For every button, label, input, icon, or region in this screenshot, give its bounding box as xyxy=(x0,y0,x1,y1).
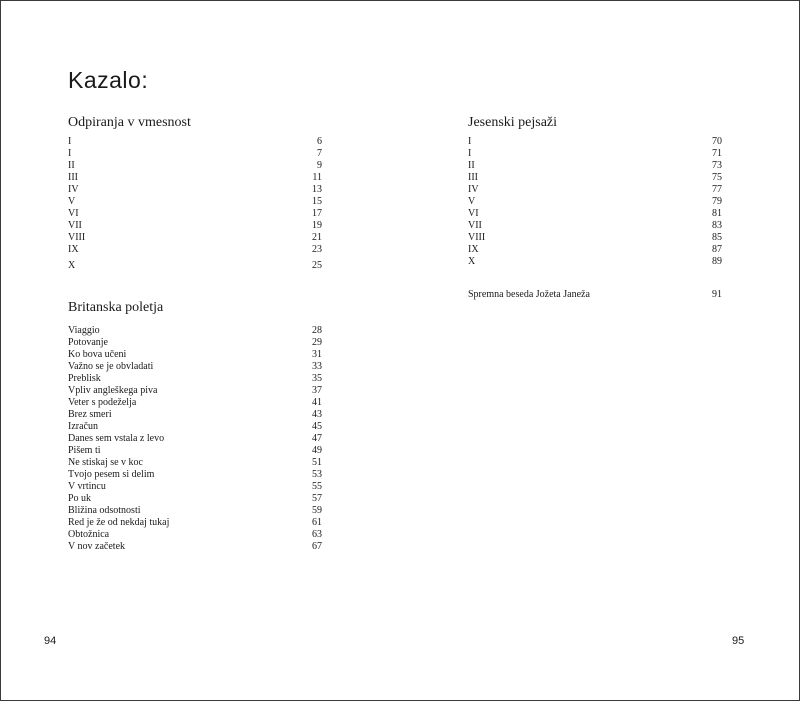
entry-label: Spremna beseda Jožeta Janeža xyxy=(468,289,590,300)
list-item xyxy=(468,148,722,160)
list-item xyxy=(68,260,322,272)
list-item xyxy=(68,421,322,433)
list-item xyxy=(68,505,322,517)
list-item xyxy=(68,361,322,373)
entry-label: I xyxy=(68,148,72,159)
entry-page: 33 xyxy=(312,361,322,372)
entry-label: IX xyxy=(68,244,79,255)
entry-label: Danes sem vstala z levo xyxy=(68,433,165,444)
list-item xyxy=(68,208,322,220)
entry-page: 70 xyxy=(712,136,722,147)
entry-label: VIII xyxy=(68,232,86,243)
entry-label: V xyxy=(468,196,476,207)
left-page-number: 94 xyxy=(44,635,57,647)
list-item xyxy=(68,244,322,256)
entry-page: 47 xyxy=(312,433,322,444)
entry-label: IX xyxy=(468,244,479,255)
section-title: Jesenski pejsaži xyxy=(468,115,558,130)
entry-list xyxy=(468,136,722,268)
list-item xyxy=(68,469,322,481)
list-item xyxy=(68,325,322,337)
list-item xyxy=(468,244,722,256)
entry-label: Preblisk xyxy=(68,373,101,384)
entry-page: 61 xyxy=(312,517,322,528)
entry-page: 49 xyxy=(312,445,322,456)
entry-page: 29 xyxy=(312,337,322,348)
section-title: Odpiranja v vmesnost xyxy=(68,115,191,130)
entry-list xyxy=(68,325,322,553)
entry-label: IV xyxy=(68,184,79,195)
entry-page: 6 xyxy=(317,136,322,147)
entry-page: 11 xyxy=(312,172,322,183)
entry-label: Pišem ti xyxy=(68,445,101,456)
entry-page: 9 xyxy=(317,160,322,171)
entry-label: VI xyxy=(68,208,79,219)
list-item xyxy=(468,256,722,268)
page-title: Kazalo: xyxy=(68,67,149,93)
entry-page: 83 xyxy=(712,220,722,231)
entry-page: 41 xyxy=(312,397,322,408)
entry-list xyxy=(68,136,322,272)
list-item xyxy=(68,481,322,493)
entry-label: Red je že od nekdaj tukaj xyxy=(68,517,170,528)
entry-page: 91 xyxy=(712,289,722,300)
entry-page: 73 xyxy=(712,160,722,171)
entry-page: 19 xyxy=(312,220,322,231)
entry-page: 28 xyxy=(312,325,322,336)
entry-label: I xyxy=(468,148,472,159)
list-item xyxy=(468,220,722,232)
list-item xyxy=(468,232,722,244)
entry-label: Po uk xyxy=(68,493,92,504)
list-item xyxy=(68,541,322,553)
entry-label: VII xyxy=(68,220,82,231)
entry-label: I xyxy=(468,136,472,147)
list-item xyxy=(68,148,322,160)
entry-page: 81 xyxy=(712,208,722,219)
list-item xyxy=(68,409,322,421)
list-item xyxy=(68,433,322,445)
list-item xyxy=(68,493,322,505)
entry-page: 63 xyxy=(312,529,322,540)
list-item xyxy=(468,184,722,196)
entry-label: Viaggio xyxy=(68,325,100,336)
entry-page: 17 xyxy=(312,208,322,219)
entry-label: Potovanje xyxy=(68,337,108,348)
entry-page: 37 xyxy=(312,385,322,396)
entry-label: II xyxy=(68,160,75,171)
list-item xyxy=(68,172,322,184)
entry-page: 85 xyxy=(712,232,722,243)
entry-page: 75 xyxy=(712,172,722,183)
section-spremna xyxy=(468,289,722,301)
entry-page: 59 xyxy=(312,505,322,516)
entry-page: 43 xyxy=(312,409,322,420)
entry-label: X xyxy=(468,256,476,267)
entry-page: 23 xyxy=(312,244,322,255)
entry-page: 55 xyxy=(312,481,322,492)
list-item xyxy=(68,337,322,349)
list-item xyxy=(68,529,322,541)
section-jesenski xyxy=(468,115,722,268)
entry-page: 51 xyxy=(312,457,322,468)
list-item xyxy=(68,445,322,457)
section-odpiranja xyxy=(68,115,322,272)
entry-label: VII xyxy=(468,220,482,231)
list-item xyxy=(468,160,722,172)
entry-label: VI xyxy=(468,208,479,219)
entry-page: 7 xyxy=(317,148,322,159)
entry-label: Vpliv angleškega piva xyxy=(68,385,158,396)
entry-list xyxy=(468,289,722,301)
entry-label: Tvojo pesem si delim xyxy=(68,469,155,480)
section-britanska xyxy=(68,300,322,553)
entry-page: 13 xyxy=(312,184,322,195)
entry-label: Izračun xyxy=(68,421,98,432)
entry-label: Ko bova učeni xyxy=(68,349,127,360)
list-item xyxy=(468,136,722,148)
entry-page: 31 xyxy=(312,349,322,360)
entry-page: 21 xyxy=(312,232,322,243)
entry-page: 57 xyxy=(312,493,322,504)
list-item xyxy=(68,397,322,409)
list-item xyxy=(68,196,322,208)
entry-label: III xyxy=(468,172,478,183)
list-item xyxy=(68,385,322,397)
entry-label: Ne stiskaj se v koc xyxy=(68,457,143,468)
entry-page: 53 xyxy=(312,469,322,480)
list-item xyxy=(68,517,322,529)
list-item xyxy=(68,349,322,361)
entry-label: III xyxy=(68,172,78,183)
list-item xyxy=(468,208,722,220)
entry-page: 15 xyxy=(312,196,322,207)
list-item xyxy=(68,220,322,232)
entry-page: 45 xyxy=(312,421,322,432)
list-item xyxy=(68,184,322,196)
list-item xyxy=(468,196,722,208)
entry-label: V nov začetek xyxy=(68,541,126,552)
list-item xyxy=(468,289,722,301)
entry-label: VIII xyxy=(468,232,486,243)
entry-page: 71 xyxy=(712,148,722,159)
entry-page: 67 xyxy=(312,541,322,552)
entry-page: 79 xyxy=(712,196,722,207)
section-title: Britanska poletja xyxy=(68,300,164,315)
entry-label: Bližina odsotnosti xyxy=(68,505,141,516)
entry-label: II xyxy=(468,160,475,171)
entry-page: 87 xyxy=(712,244,722,255)
entry-page: 25 xyxy=(312,260,322,271)
entry-label: Brez smeri xyxy=(68,409,112,420)
entry-page: 35 xyxy=(312,373,322,384)
entry-label: IV xyxy=(468,184,479,195)
list-item xyxy=(68,457,322,469)
list-item xyxy=(68,373,322,385)
list-item xyxy=(468,172,722,184)
entry-page: 77 xyxy=(712,184,722,195)
entry-label: Obtožnica xyxy=(68,529,110,540)
entry-label: X xyxy=(68,260,76,271)
entry-page: 89 xyxy=(712,256,722,267)
entry-label: V xyxy=(68,196,76,207)
list-item xyxy=(68,232,322,244)
list-item xyxy=(68,136,322,148)
entry-label: I xyxy=(68,136,72,147)
entry-label: Važno se je obvladati xyxy=(68,361,154,372)
right-page-number: 95 xyxy=(732,635,745,647)
entry-label: V vrtincu xyxy=(68,481,106,492)
list-item xyxy=(68,160,322,172)
entry-label: Veter s podeželja xyxy=(68,397,137,408)
